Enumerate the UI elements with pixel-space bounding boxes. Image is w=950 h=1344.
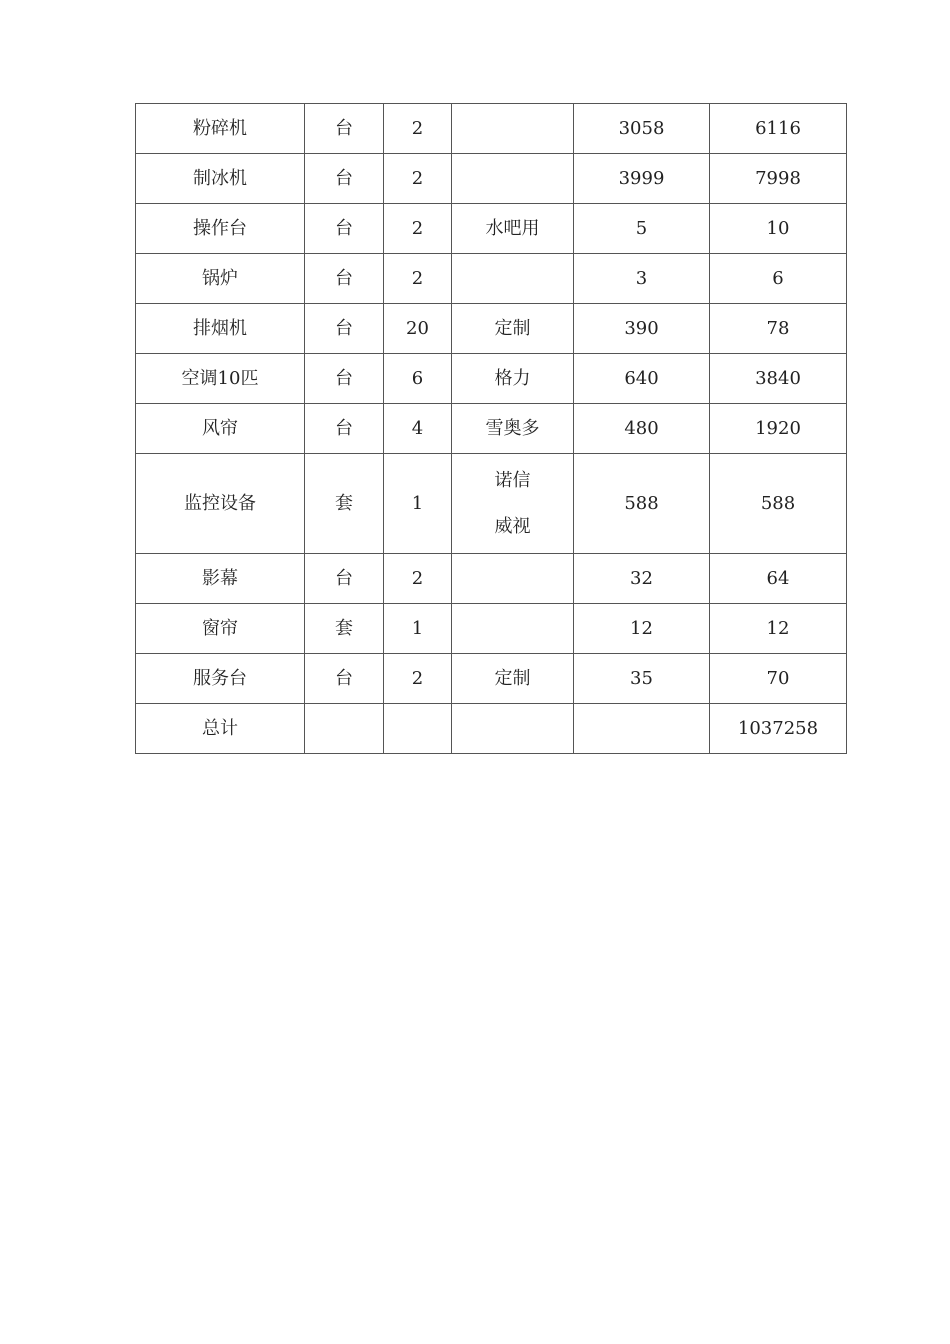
item-name-cell: 服务台 — [136, 654, 305, 704]
table-row — [136, 154, 847, 204]
note-cell: 水吧用 — [452, 204, 574, 254]
unit-price-cell: 3 — [574, 254, 710, 304]
note-cell: 雪奥多 — [452, 404, 574, 454]
unit-cell: 台 — [305, 204, 384, 254]
item-name-cell: 影幕 — [136, 554, 305, 604]
unit-cell: 台 — [305, 554, 384, 604]
note-cell: 定制 — [452, 654, 574, 704]
unit-cell: 台 — [305, 104, 384, 154]
unit-cell: 台 — [305, 154, 384, 204]
note-cell — [452, 104, 574, 154]
unit-cell: 台 — [305, 404, 384, 454]
item-name-cell: 制冰机 — [136, 154, 305, 204]
line-total-cell: 3840 — [710, 354, 847, 404]
quantity-cell: 1 — [384, 604, 452, 654]
item-name-cell: 监控设备 — [136, 454, 305, 554]
unit-cell: 台 — [305, 304, 384, 354]
item-name-cell: 空调10匹 — [136, 354, 305, 404]
note-line: 诺信 — [494, 469, 531, 491]
unit-cell: 台 — [305, 354, 384, 404]
table-row — [136, 354, 847, 404]
empty-cell — [574, 704, 710, 754]
item-name-cell: 锅炉 — [136, 254, 305, 304]
unit-price-cell: 12 — [574, 604, 710, 654]
line-total-cell: 78 — [710, 304, 847, 354]
unit-price-cell: 5 — [574, 204, 710, 254]
unit-cell: 套 — [305, 454, 384, 554]
table-row — [136, 404, 847, 454]
quantity-cell: 6 — [384, 354, 452, 404]
note-cell — [452, 454, 574, 554]
quantity-cell: 4 — [384, 404, 452, 454]
equipment-table — [135, 103, 847, 754]
empty-cell — [384, 704, 452, 754]
line-total-cell: 12 — [710, 604, 847, 654]
summary-label-cell: 总计 — [136, 704, 305, 754]
item-name-cell: 排烟机 — [136, 304, 305, 354]
quantity-cell: 2 — [384, 254, 452, 304]
grand-total-cell: 1037258 — [710, 704, 847, 754]
quantity-cell: 2 — [384, 154, 452, 204]
note-cell — [452, 254, 574, 304]
empty-cell — [305, 704, 384, 754]
table-row — [136, 104, 847, 154]
quantity-cell: 2 — [384, 554, 452, 604]
unit-price-cell: 640 — [574, 354, 710, 404]
unit-cell: 套 — [305, 604, 384, 654]
quantity-cell: 20 — [384, 304, 452, 354]
unit-price-cell: 3999 — [574, 154, 710, 204]
unit-cell: 台 — [305, 654, 384, 704]
table-row — [136, 254, 847, 304]
line-total-cell: 64 — [710, 554, 847, 604]
table-row — [136, 554, 847, 604]
quantity-cell: 1 — [384, 454, 452, 554]
note-cell — [452, 154, 574, 204]
item-name-cell: 粉碎机 — [136, 104, 305, 154]
line-total-cell: 7998 — [710, 154, 847, 204]
unit-price-cell: 32 — [574, 554, 710, 604]
table-row — [136, 654, 847, 704]
line-total-cell: 1920 — [710, 404, 847, 454]
line-total-cell: 10 — [710, 204, 847, 254]
note-cell — [452, 604, 574, 654]
line-total-cell: 6 — [710, 254, 847, 304]
item-name-cell: 窗帘 — [136, 604, 305, 654]
quantity-cell: 2 — [384, 204, 452, 254]
quantity-cell: 2 — [384, 654, 452, 704]
line-total-cell: 70 — [710, 654, 847, 704]
unit-price-cell: 35 — [574, 654, 710, 704]
empty-cell — [452, 704, 574, 754]
unit-price-cell: 3058 — [574, 104, 710, 154]
note-line: 威视 — [494, 515, 531, 537]
table-row — [136, 454, 847, 554]
quantity-cell: 2 — [384, 104, 452, 154]
line-total-cell: 588 — [710, 454, 847, 554]
unit-cell: 台 — [305, 254, 384, 304]
note-cell — [452, 554, 574, 604]
note-cell: 定制 — [452, 304, 574, 354]
item-name-cell: 操作台 — [136, 204, 305, 254]
table-row — [136, 204, 847, 254]
unit-price-cell: 390 — [574, 304, 710, 354]
unit-price-cell: 588 — [574, 454, 710, 554]
table-row — [136, 604, 847, 654]
item-name-cell: 风帘 — [136, 404, 305, 454]
note-cell: 格力 — [452, 354, 574, 404]
summary-row — [136, 704, 847, 754]
unit-price-cell: 480 — [574, 404, 710, 454]
line-total-cell: 6116 — [710, 104, 847, 154]
table-row — [136, 304, 847, 354]
